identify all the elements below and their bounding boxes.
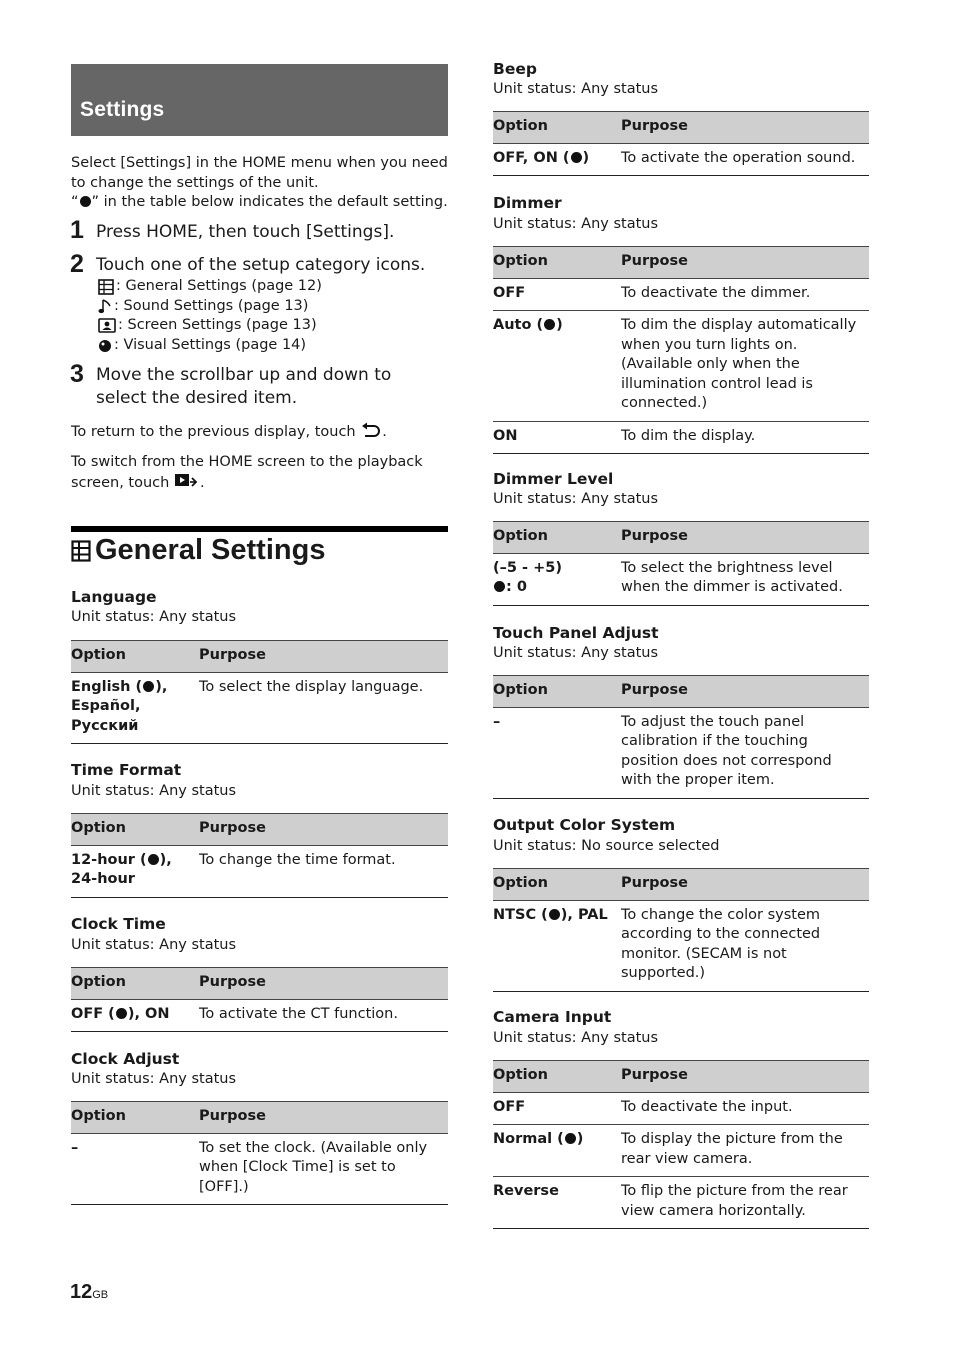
page-number: 12GB — [70, 1281, 109, 1303]
dimmer-level-title: Dimmer Level — [493, 470, 614, 488]
dimmer-title: Dimmer — [493, 194, 562, 212]
camera-input-status: Unit status: Any status — [493, 1030, 659, 1046]
table-row: Normal ( ) To display the picture from the rear view camera. — [493, 1125, 869, 1177]
category-general: : General Settings (page 12) — [98, 277, 322, 297]
category-visual: : Visual Settings (page 14) — [98, 336, 306, 356]
output-color-title: Output Color System — [493, 816, 676, 834]
touch-panel-title: Touch Panel Adjust — [493, 624, 659, 642]
clock-adjust-table: Option Purpose – To set the clock. (Available only when [Clock Time] is set to [OFF].) — [71, 1101, 448, 1205]
camera-input-table: Option Purpose OFF To deactivate the input. Normal ( ) To display the picture from the rear view camera. Reverse To flip the picture from the rear view camera horizontally. — [493, 1060, 869, 1229]
step-3-number: 3 — [70, 360, 84, 388]
output-color-table: Option Purpose NTSC ( ), PAL To change the color system according to the connected monitor. (SECAM is not supported.) — [493, 868, 869, 992]
general-settings-heading: General Settings — [71, 534, 325, 567]
dimmer-level-status: Unit status: Any status — [493, 491, 659, 507]
general-settings-rule — [71, 526, 448, 532]
table-row: OFF ( ), ON To activate the CT function. — [71, 999, 448, 1032]
playback-note: To switch from the HOME screen to the playback screen, touch . — [71, 454, 423, 491]
step-1-number: 1 — [70, 216, 84, 244]
music-note-icon — [98, 298, 112, 315]
intro-line1: Select [Settings] in the HOME menu when you need to change the settings of the unit. — [71, 155, 448, 191]
camera-input-title: Camera Input — [493, 1008, 612, 1026]
category-screen: : Screen Settings (page 13) — [98, 316, 317, 336]
banner-title: Settings — [80, 98, 165, 121]
general-settings-icon — [98, 279, 114, 295]
table-row: Reverse To flip the picture from the rear view camera horizontally. — [493, 1177, 869, 1229]
default-dot-icon — [143, 681, 154, 692]
table-row: OFF, ON ( ) To activate the operation sound. — [493, 143, 869, 176]
dimmer-level-table: Option Purpose (–5 - +5) : 0 To select the brightness level when the dimmer is activated. — [493, 521, 869, 606]
default-dot-icon — [80, 196, 91, 207]
clock-time-table: Option Purpose OFF ( ), ON To activate the CT function. — [71, 967, 448, 1032]
touch-panel-table: Option Purpose – To adjust the touch panel calibration if the touching position does not correspond with the proper item. — [493, 675, 869, 799]
visual-dot-icon — [98, 339, 112, 353]
beep-status: Unit status: Any status — [493, 81, 659, 97]
language-status: Unit status: Any status — [71, 609, 237, 625]
table-row: OFF To deactivate the input. — [493, 1092, 869, 1125]
language-table: Option Purpose English ( ), Español, Русский To select the display language. — [71, 640, 448, 744]
default-dot-icon — [549, 909, 560, 920]
table-row: NTSC ( ), PAL To change the color system according to the connected monitor. (SECAM is not supported.) — [493, 900, 869, 991]
clock-adjust-title: Clock Adjust — [71, 1050, 180, 1068]
table-row: ON To dim the display. — [493, 421, 869, 454]
step-1-text: Press HOME, then touch [Settings]. — [96, 222, 395, 242]
table-row: – To set the clock. (Available only when [Clock Time] is set to [OFF].) — [71, 1133, 448, 1205]
step-3-text: Move the scrollbar up and down to select the desired item. — [96, 365, 392, 408]
step-2-number: 2 — [70, 250, 84, 278]
output-color-status: Unit status: No source selected — [493, 838, 720, 854]
time-format-title: Time Format — [71, 761, 182, 779]
default-dot-icon — [571, 152, 582, 163]
default-dot-icon — [116, 1008, 127, 1019]
playback-screen-icon — [174, 473, 200, 489]
table-row: Auto ( ) To dim the display automatically when you turn lights on. (Available only when the illumination control lead is connected.) — [493, 311, 869, 422]
default-dot-icon — [565, 1133, 576, 1144]
table-row: (–5 - +5) : 0 To select the brightness level when the dimmer is activated. — [493, 553, 869, 605]
screen-settings-icon — [98, 318, 116, 333]
settings-banner — [71, 64, 448, 136]
beep-table: Option Purpose OFF, ON ( ) To activate the operation sound. — [493, 111, 869, 176]
general-settings-icon — [71, 540, 91, 562]
table-row: – To adjust the touch panel calibration if the touching position does not correspond with the proper item. — [493, 707, 869, 798]
default-dot-icon — [544, 319, 555, 330]
intro-text: Select [Settings] in the HOME menu when you need to change the settings of the unit. “ ” in the table below indicates the default setting. — [71, 155, 448, 210]
default-dot-icon — [494, 581, 505, 592]
dimmer-table: Option Purpose OFF To deactivate the dimmer. Auto ( ) To dim the display automatically when you turn lights on. (Available only when the illumination control lead is connected.) ON To dim the display. — [493, 246, 869, 454]
language-title: Language — [71, 588, 157, 606]
time-format-table: Option Purpose 12-hour ( ), 24-hour To change the time format. — [71, 813, 448, 898]
table-row: OFF To deactivate the dimmer. — [493, 278, 869, 311]
touch-panel-status: Unit status: Any status — [493, 645, 659, 661]
dimmer-status: Unit status: Any status — [493, 216, 659, 232]
category-sound: : Sound Settings (page 13) — [98, 297, 308, 317]
clock-time-status: Unit status: Any status — [71, 937, 237, 953]
back-arrow-icon — [360, 422, 382, 438]
back-note: To return to the previous display, touch . — [71, 424, 387, 440]
default-dot-icon — [148, 854, 159, 865]
time-format-status: Unit status: Any status — [71, 783, 237, 799]
table-row: English ( ), Español, Русский To select the display language. — [71, 672, 448, 744]
step-2-text: Touch one of the setup category icons. — [96, 255, 426, 275]
beep-title: Beep — [493, 60, 537, 78]
clock-time-title: Clock Time — [71, 915, 166, 933]
clock-adjust-status: Unit status: Any status — [71, 1071, 237, 1087]
table-row: 12-hour ( ), 24-hour To change the time format. — [71, 845, 448, 897]
